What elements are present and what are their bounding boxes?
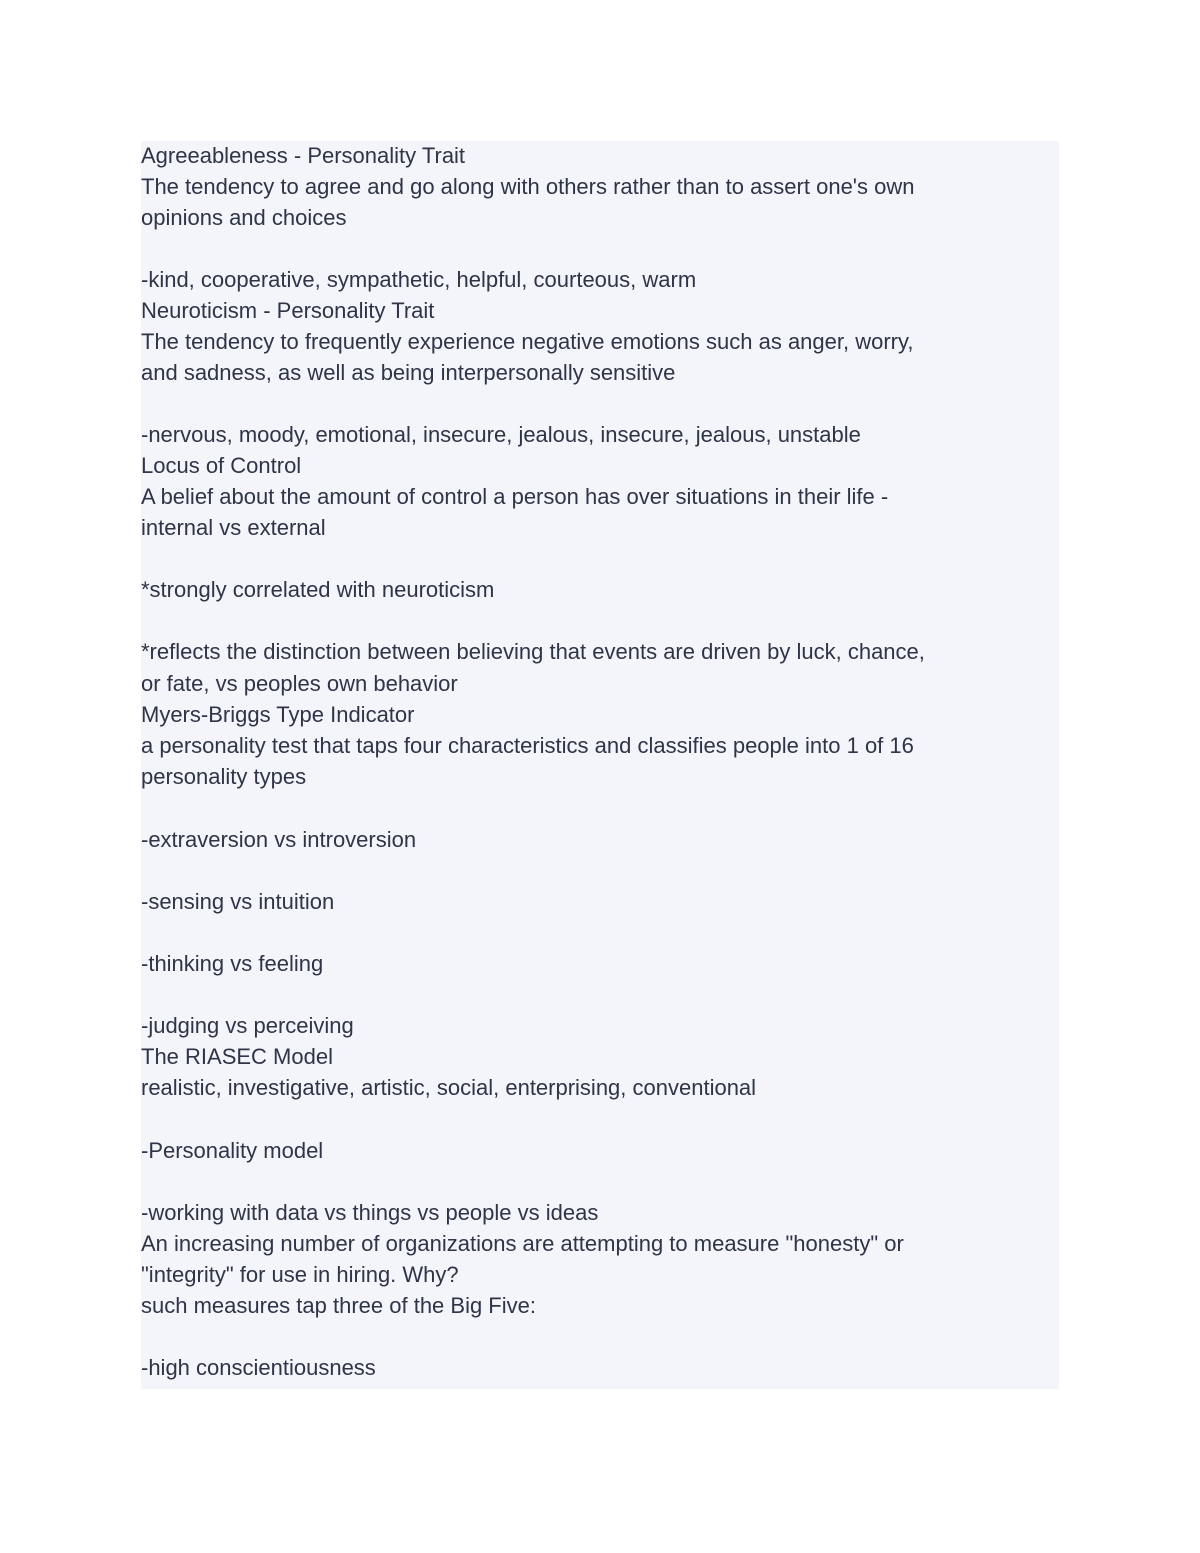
text-line: The RIASEC Model: [141, 1044, 333, 1069]
text-line: The tendency to agree and go along with others rather than to assert one's own: [141, 174, 915, 199]
text-line: -thinking vs feeling: [141, 951, 324, 976]
text-line: personality types: [141, 764, 307, 789]
text-line: The tendency to frequently experience negative emotions such as anger, worry,: [141, 329, 914, 354]
text-line: -extraversion vs introversion: [141, 827, 417, 852]
text-line: and sadness, as well as being interpersonally sensitive: [141, 360, 676, 385]
text-line: An increasing number of organizations are attempting to measure "honesty" or: [141, 1231, 904, 1256]
text-line: *strongly correlated with neuroticism: [141, 577, 495, 602]
text-line: -judging vs perceiving: [141, 1013, 354, 1038]
text-line: internal vs external: [141, 515, 326, 540]
text-line: -sensing vs intuition: [141, 889, 335, 914]
text-line: or fate, vs peoples own behavior: [141, 671, 458, 696]
text-line: Neuroticism - Personality Trait: [141, 298, 435, 323]
text-line: -kind, cooperative, sympathetic, helpful, courteous, warm: [141, 267, 697, 292]
text-line: -Personality model: [141, 1138, 324, 1163]
text-line: Agreeableness - Personality Trait: [141, 143, 466, 168]
text-line: a personality test that taps four characteristics and classifies people into 1 of 16: [141, 733, 914, 758]
text-line: Locus of Control: [141, 453, 302, 478]
text-line: -working with data vs things vs people vs ideas: [141, 1200, 599, 1225]
text-line: "integrity" for use in hiring. Why?: [141, 1262, 459, 1287]
text-line: realistic, investigative, artistic, social, enterprising, conventional: [141, 1075, 757, 1100]
text-line: -nervous, moody, emotional, insecure, jealous, insecure, jealous, unstable: [141, 422, 861, 447]
text-line: *reflects the distinction between believing that events are driven by luck, chance,: [141, 639, 925, 664]
text-line: Myers-Briggs Type Indicator: [141, 702, 415, 727]
text-line: A belief about the amount of control a person has over situations in their life -: [141, 484, 889, 509]
text-line: -high conscientiousness: [141, 1355, 376, 1380]
text-line: opinions and choices: [141, 205, 347, 230]
text-line: such measures tap three of the Big Five:: [141, 1293, 536, 1318]
